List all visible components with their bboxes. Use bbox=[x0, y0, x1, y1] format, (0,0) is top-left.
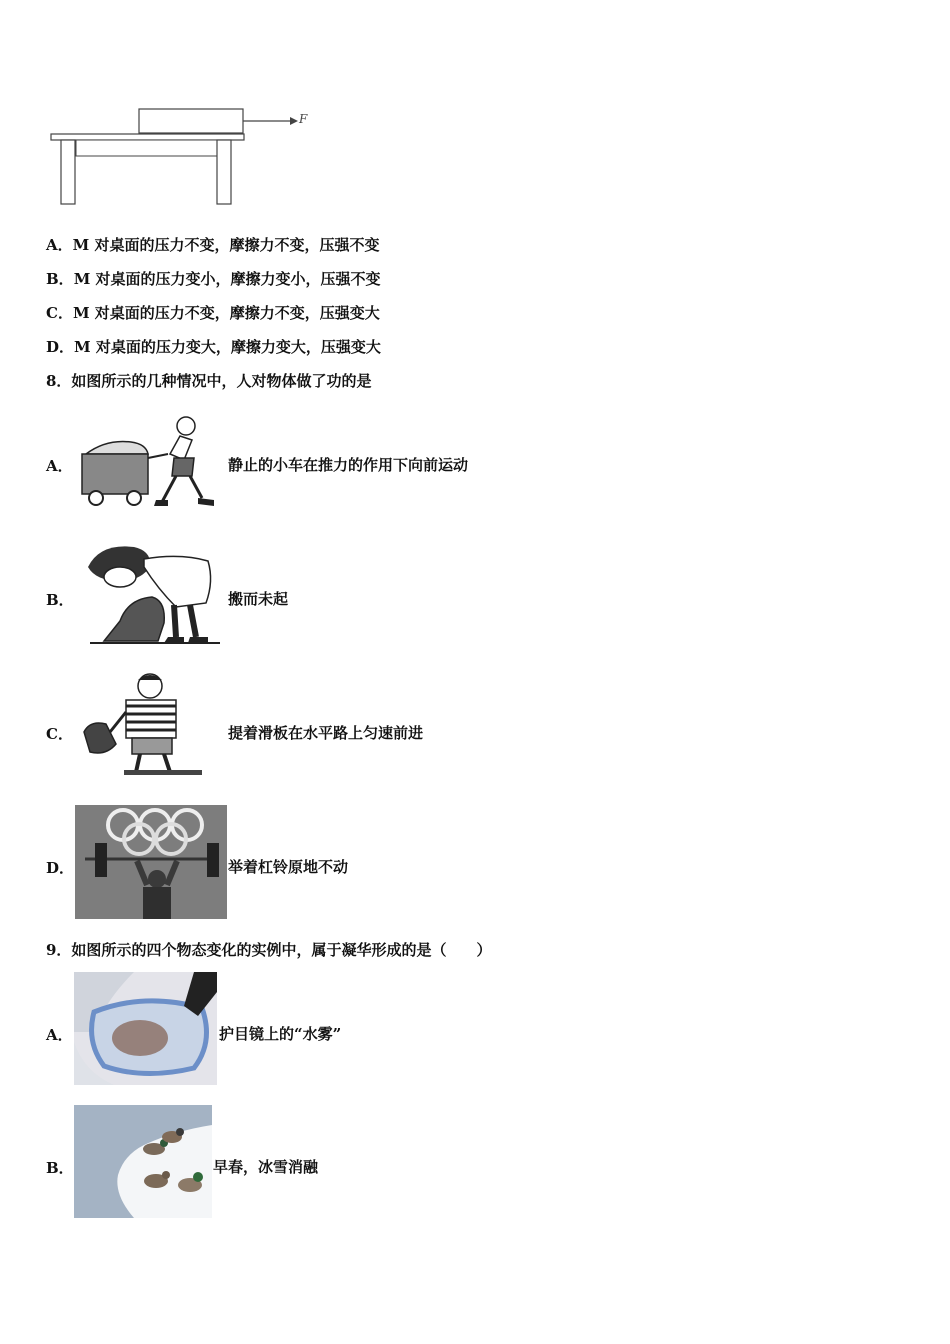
q8-option-d-text: 举着杠铃原地不动 bbox=[228, 858, 349, 876]
q8-option-d-letter: D． bbox=[46, 859, 75, 877]
person-lifting-rock-image bbox=[80, 537, 226, 647]
table-block-force-figure bbox=[46, 104, 316, 210]
weightlifter-photo bbox=[75, 805, 227, 919]
q9-stem: 9．如图所示的四个物态变化的实例中，属于凝华形成的是（ ） bbox=[46, 941, 492, 959]
force-label: F bbox=[299, 112, 308, 126]
q7-option-b: B．M 对桌面的压力变小，摩擦力变小，压强不变 bbox=[46, 270, 381, 288]
q9-option-b-text: 早春，冰雪消融 bbox=[213, 1158, 319, 1176]
q7-option-a: A．M 对桌面的压力不变，摩擦力不变，压强不变 bbox=[46, 236, 380, 254]
q8-option-c-letter: C． bbox=[46, 725, 73, 743]
q7-option-c: C．M 对桌面的压力不变，摩擦力不变，压强变大 bbox=[46, 304, 380, 322]
q9-option-b-letter: B． bbox=[46, 1159, 74, 1177]
q8-option-b-letter: B． bbox=[46, 591, 74, 609]
q8-option-a-letter: A． bbox=[46, 457, 73, 475]
q8-option-c-text: 提着滑板在水平路上匀速前进 bbox=[228, 724, 424, 742]
q9-option-a-letter: A． bbox=[46, 1026, 73, 1044]
ducks-on-melting-ice-photo bbox=[74, 1105, 212, 1218]
q8-option-a-text: 静止的小车在推力的作用下向前运动 bbox=[228, 456, 469, 474]
q7-option-d: D．M 对桌面的压力变大，摩擦力变大，压强变大 bbox=[46, 338, 381, 356]
person-pushing-cart-image bbox=[76, 414, 224, 510]
q8-stem: 8．如图所示的几种情况中，人对物体做了功的是 bbox=[46, 372, 372, 390]
boy-carrying-skateboard-image bbox=[80, 672, 210, 782]
q9-option-a-text: 护目镜上的“水雾” bbox=[219, 1025, 342, 1043]
fogged-goggles-photo bbox=[74, 972, 217, 1085]
q8-option-b-text: 搬而未起 bbox=[228, 590, 289, 608]
